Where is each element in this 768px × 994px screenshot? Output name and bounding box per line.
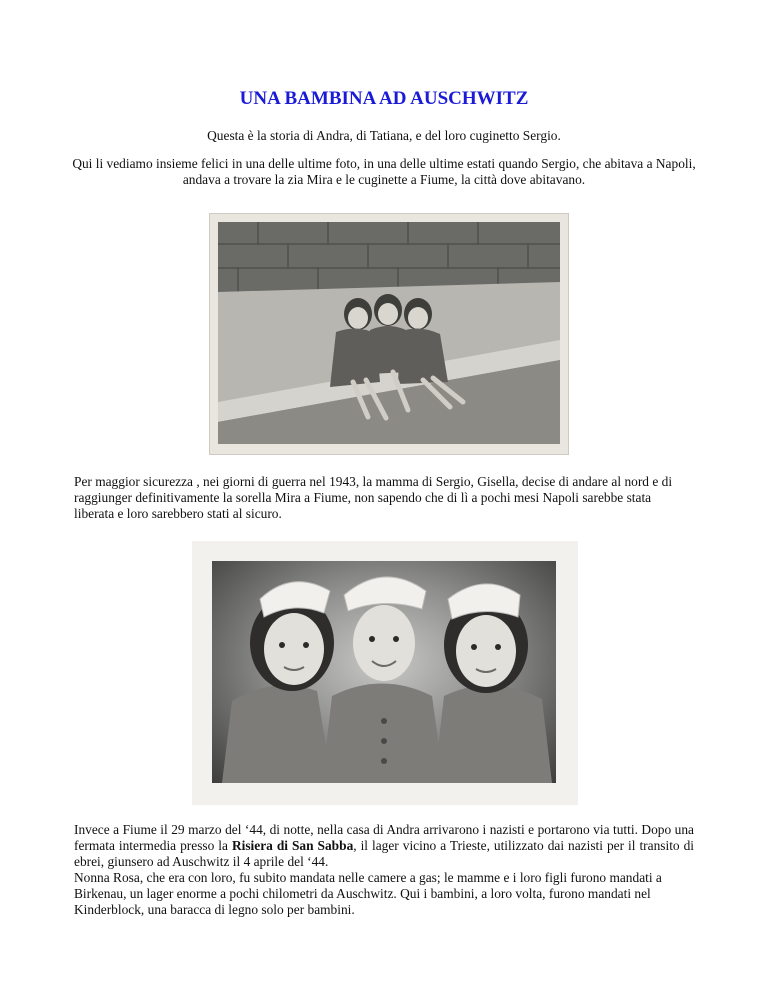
birkenau-text: Nonna Rosa, che era con loro, fu subito mandata nelle camere a gas; le mamme e i loro figli furono mandati a Birkenau, un lager enorme a pochi chilometri da Auschwitz. Qui i bambini, a loro volta, furono mandati nel Kinderblock, una baracca di legno solo per bambini.: [74, 870, 662, 917]
paragraph-war-1943: Per maggior sicurezza , nei giorni di guerra nel 1943, la mamma di Sergio, Gisella, decise di andare al nord e di raggiunger definitivamente la sorella Mira a Fiume, non sapendo che di lì a pochi mesi Napoli sarebbe stata liberata e loro sarebbero stati al sicuro.: [74, 474, 673, 521]
photo-children-portrait: [192, 541, 578, 805]
paragraph-deportation: [74, 822, 694, 918]
risiera-san-sabba: Risiera di San Sabba: [231, 838, 354, 853]
intro-paragraph: Questa è la storia di Andra, di Tatiana, e del loro cuginetto Sergio.: [207, 128, 561, 143]
paragraph-summer-photo: Qui li vediamo insieme felici in una delle ultime foto, in una delle ultime estati quando Sergio, che abitava a Napoli, andava a trovare la zia Mira e le cuginette a Fiume, la città dove abitavano.: [72, 156, 696, 187]
deportation-text-end: , il lager vicino a Trieste, utilizzato dai nazisti per il transito di ebrei, giunsero ad Auschwitz il 4 aprile del ‘44.: [74, 838, 695, 869]
deportation-text: [74, 822, 694, 870]
page-title: UNA BAMBINA AD AUSCHWITZ: [239, 88, 529, 109]
photo-children-sitting: [210, 214, 568, 454]
deportation-text-start: Invece a Fiume il 29 marzo del ‘44, di notte, nella casa di Andra arrivarono i nazisti e portarono via tutti. Dopo una fermata intermedia presso la: [74, 822, 694, 853]
